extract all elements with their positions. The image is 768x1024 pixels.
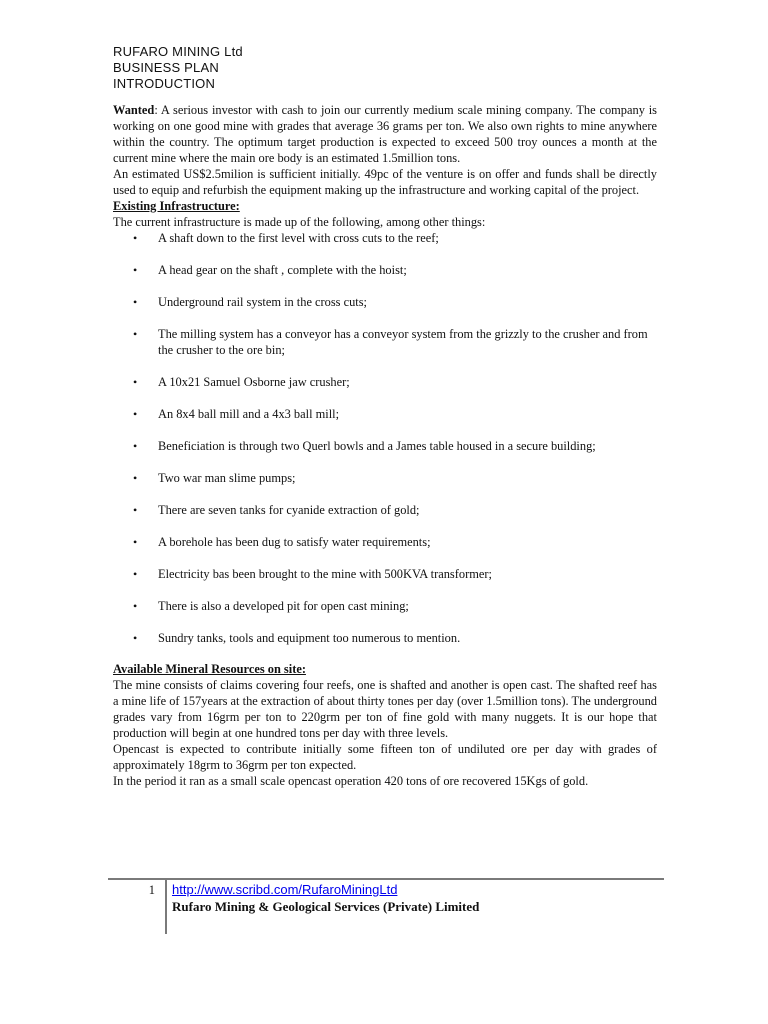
wanted-paragraph xyxy=(113,102,657,166)
document-header xyxy=(113,44,657,92)
infrastructure-item xyxy=(113,326,657,358)
bullet-icon: • xyxy=(133,631,138,645)
bullet-icon: • xyxy=(133,567,138,581)
bullet-icon: • xyxy=(133,439,138,453)
bullet-icon: • xyxy=(133,375,138,389)
infrastructure-item-text: Two war man slime pumps; xyxy=(158,471,296,485)
resources-paragraph-3: In the period it ran as a small scale opencast operation 420 tons of ore recovered 15Kgs of gold. xyxy=(113,774,589,788)
document-type: BUSINESS PLAN xyxy=(113,60,219,75)
bullet-icon: • xyxy=(133,327,138,341)
bullet-icon: • xyxy=(133,503,138,517)
infrastructure-item-text: A shaft down to the first level with cross cuts to the reef; xyxy=(158,231,439,245)
infrastructure-list xyxy=(113,230,657,646)
infrastructure-item-text: Underground rail system in the cross cuts; xyxy=(158,295,368,309)
bullet-icon: • xyxy=(133,471,138,485)
bullet-icon: • xyxy=(133,599,138,613)
infrastructure-item xyxy=(113,470,657,486)
page-number: 1 xyxy=(148,883,155,897)
infrastructure-item xyxy=(113,406,657,422)
company-name: RUFARO MINING Ltd xyxy=(113,44,243,59)
infrastructure-item-text: Electricity bas been brought to the mine with 500KVA transformer; xyxy=(158,567,492,581)
infrastructure-item xyxy=(113,262,657,278)
section-title: INTRODUCTION xyxy=(113,76,216,91)
infrastructure-item-text: There are seven tanks for cyanide extraction of gold; xyxy=(158,503,420,517)
bullet-icon: • xyxy=(133,535,138,549)
infrastructure-item-text: A head gear on the shaft , complete with the hoist; xyxy=(158,263,407,277)
infrastructure-lead: The current infrastructure is made up of the following, among other things: xyxy=(113,215,486,229)
infrastructure-item-text: A borehole has been dug to satisfy water requirements; xyxy=(158,535,431,549)
infrastructure-item xyxy=(113,230,657,246)
infrastructure-item xyxy=(113,294,657,310)
scribd-link[interactable]: http://www.scribd.com/RufaroMiningLtd xyxy=(172,882,398,897)
infrastructure-item-text: Beneficiation is through two Querl bowls and a James table housed in a secure building; xyxy=(158,439,596,453)
wanted-text: : A serious investor with cash to join our currently medium scale mining company. The company is working on one good mine with grades that average 36 grams per ton. We also own rights to mine anywhere within the country. The optimum target production is expected to exceed 500 troy ounces a month at the current mine where the main ore body is an estimated 1.5million tons. xyxy=(113,103,657,165)
infrastructure-item xyxy=(113,374,657,390)
infrastructure-item xyxy=(113,598,657,614)
infrastructure-item-text: An 8x4 ball mill and a 4x3 ball mill; xyxy=(158,407,340,421)
infrastructure-item xyxy=(113,438,657,454)
infrastructure-item xyxy=(113,630,657,646)
footer-company-name: Rufaro Mining & Geological Services (Private) Limited xyxy=(172,899,480,914)
bullet-icon: • xyxy=(133,407,138,421)
infrastructure-item-text: The milling system has a conveyor has a conveyor system from the grizzly to the crusher and from the crusher to the ore bin; xyxy=(158,327,648,357)
bullet-icon: • xyxy=(133,231,138,245)
bullet-icon: • xyxy=(133,295,138,309)
resources-paragraph-1: The mine consists of claims covering four reefs, one is shafted and another is open cast. The shafted reef has a mine life of 157years at the extraction of about thirty tones per day (over 1.5million tons). The underground grades vary from 16grm per ton to 220grm per ton of fine gold with many nuggets. It is our hope that production will begin at one hundred tons per day with three levels. xyxy=(113,678,657,740)
infrastructure-item xyxy=(113,502,657,518)
infrastructure-item-text: A 10x21 Samuel Osborne jaw crusher; xyxy=(158,375,350,389)
infrastructure-item xyxy=(113,566,657,582)
wanted-label: Wanted xyxy=(113,103,155,117)
document-page xyxy=(113,44,657,789)
infrastructure-item-text: There is also a developed pit for open cast mining; xyxy=(158,599,409,613)
resources-paragraph-2: Opencast is expected to contribute initially some fifteen ton of undiluted ore per day with grades of approximately 18grm to 36grm per ton expected. xyxy=(113,742,657,772)
page-footer xyxy=(108,878,664,934)
infrastructure-item-text: Sundry tanks, tools and equipment too numerous to mention. xyxy=(158,631,461,645)
funding-paragraph: An estimated US$2.5milion is sufficient initially. 49pc of the venture is on offer and funds shall be directly used to equip and refurbish the equipment making up the infrastructure and working capital of the project. xyxy=(113,167,657,197)
resources-heading: Available Mineral Resources on site: xyxy=(113,662,306,676)
infrastructure-item xyxy=(113,534,657,550)
infrastructure-heading: Existing Infrastructure: xyxy=(113,199,240,213)
bullet-icon: • xyxy=(133,263,138,277)
